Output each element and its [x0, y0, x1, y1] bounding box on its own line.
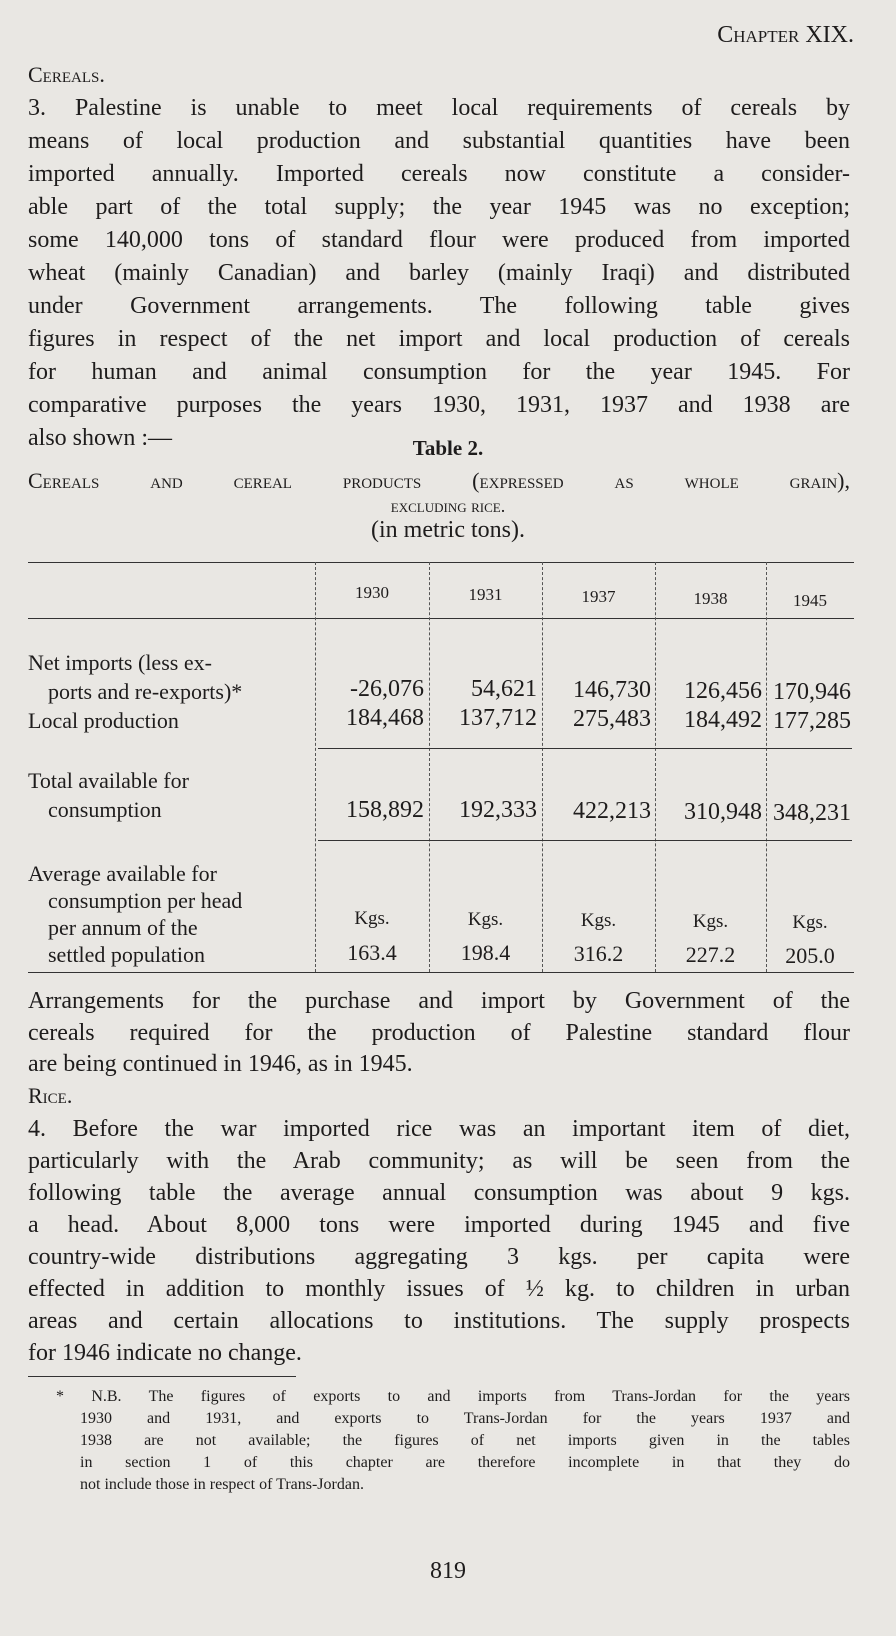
- table-cell: 158,892: [346, 797, 424, 823]
- subtotal-rule: [318, 748, 852, 749]
- row-label: Local production: [28, 708, 179, 733]
- table-cell: 192,333: [459, 797, 537, 823]
- unit-label: Kgs.: [792, 912, 828, 933]
- table-number: Table 2.: [412, 436, 484, 460]
- row-label: consumption: [48, 797, 162, 822]
- column-header-year: 1945: [793, 591, 827, 610]
- table-cell: 184,468: [346, 705, 424, 731]
- column-header-year: 1937: [581, 587, 616, 606]
- column-header-year: 1931: [468, 585, 503, 604]
- footnote-line: 1930 and 1931, and exports to Trans-Jordan for the years 1937 and: [80, 1410, 850, 1427]
- table-cell: 170,946: [773, 679, 851, 705]
- table-cell: 227.2: [685, 942, 736, 967]
- table-cell: 348,231: [773, 800, 851, 826]
- table-cell: 275,483: [573, 706, 651, 732]
- text-line: cereals required for the production of Palestine standard flour: [28, 1020, 850, 1046]
- total-rule: [318, 840, 852, 841]
- table-cell: 126,456: [684, 678, 762, 704]
- unit-label: Kgs.: [692, 911, 729, 932]
- chapter-heading: Chapter XIX.: [717, 22, 854, 48]
- section-heading-rice: Rice.: [28, 1083, 73, 1108]
- footnote-line: * N.B. The figures of exports to and imports from Trans-Jordan for the years: [56, 1388, 850, 1405]
- table-cell: 146,730: [573, 677, 651, 703]
- row-label: Total available for: [28, 768, 189, 793]
- table-cell: 54,621: [471, 676, 537, 702]
- text-line: under Government arrangements. The following table gives: [28, 293, 850, 319]
- text-line: some 140,000 tons of standard flour were produced from imported: [28, 227, 850, 253]
- text-line: figures in respect of the net import and local production of cereals: [28, 326, 850, 352]
- page-number: 819: [430, 1558, 466, 1584]
- text-line: areas and certain allocations to institutions. The supply prospects: [28, 1308, 850, 1334]
- text-line: country-wide distributions aggregating 3 kgs. per capita were: [28, 1244, 850, 1270]
- unit-label: Kgs.: [467, 909, 504, 930]
- text-line: also shown :—: [28, 425, 172, 451]
- table-header-rule: [28, 618, 854, 619]
- footnote-line: 1938 are not available; the figures of net imports given in the tables: [80, 1432, 850, 1449]
- row-label: ports and re-exports)*: [48, 679, 243, 704]
- column-header-year: 1930: [355, 583, 389, 602]
- text-line: able part of the total supply; the year 1945 was no exception;: [28, 194, 850, 220]
- table-cell: 205.0: [785, 943, 835, 968]
- table-cell: -26,076: [350, 676, 424, 702]
- text-line: for human and animal consumption for the year 1945. For: [28, 359, 850, 385]
- text-line: particularly with the Arab community; as will be seen from the: [28, 1148, 850, 1174]
- column-divider: [766, 562, 767, 972]
- table-cell: 137,712: [459, 705, 537, 731]
- text-line: imported annually. Imported cereals now constitute a consider-: [28, 161, 850, 187]
- text-line: Arrangements for the purchase and import by Government of the: [28, 988, 850, 1014]
- text-line: effected in addition to monthly issues of ½ kg. to children in urban: [28, 1276, 850, 1302]
- text-line: are being continued in 1946, as in 1945.: [28, 1051, 413, 1077]
- text-line: for 1946 indicate no change.: [28, 1340, 302, 1366]
- text-line: wheat (mainly Canadian) and barley (mainly Iraqi) and distributed: [28, 260, 850, 286]
- table-cell: 316.2: [573, 941, 624, 966]
- row-label: consumption per head: [48, 888, 243, 913]
- table-subtitle: excluding rice.: [390, 496, 506, 516]
- text-line: 3. Palestine is unable to meet local requirements of cereals by: [28, 95, 850, 121]
- row-label: Average available for: [28, 861, 217, 886]
- table-title: Cereals and cereal products (expressed as whole grain),: [28, 468, 850, 493]
- table-units: (in metric tons).: [371, 517, 525, 543]
- text-line: means of local production and substantial quantities have been: [28, 128, 850, 154]
- table-cell: 310,948: [684, 799, 762, 825]
- table-cell: 198.4: [460, 940, 511, 965]
- row-label: per annum of the: [48, 915, 198, 940]
- table-bottom-rule: [28, 972, 854, 973]
- unit-label: Kgs.: [580, 910, 617, 931]
- column-header-year: 1938: [693, 589, 728, 608]
- text-line: a head. About 8,000 tons were imported during 1945 and five: [28, 1212, 850, 1238]
- text-line: comparative purposes the years 1930, 1931, 1937 and 1938 are: [28, 392, 850, 418]
- table-cell: 163.4: [347, 940, 397, 965]
- table-cell: 184,492: [684, 707, 762, 733]
- unit-label: Kgs.: [354, 908, 390, 929]
- table-top-rule: [28, 562, 854, 563]
- table-cell: 422,213: [573, 798, 651, 824]
- row-label: Net imports (less ex-: [28, 650, 212, 675]
- table-cell: 177,285: [773, 708, 851, 734]
- footnote-line: in section 1 of this chapter are therefore incomplete in that they do: [80, 1454, 850, 1471]
- footnote-rule: [28, 1376, 296, 1377]
- text-line: following table the average annual consumption was about 9 kgs.: [28, 1180, 850, 1206]
- row-label: settled population: [48, 942, 206, 967]
- section-heading-cereals: Cereals.: [28, 62, 105, 87]
- text-line: 4. Before the war imported rice was an important item of diet,: [28, 1116, 850, 1142]
- footnote-line: not include those in respect of Trans-Jordan.: [80, 1476, 364, 1493]
